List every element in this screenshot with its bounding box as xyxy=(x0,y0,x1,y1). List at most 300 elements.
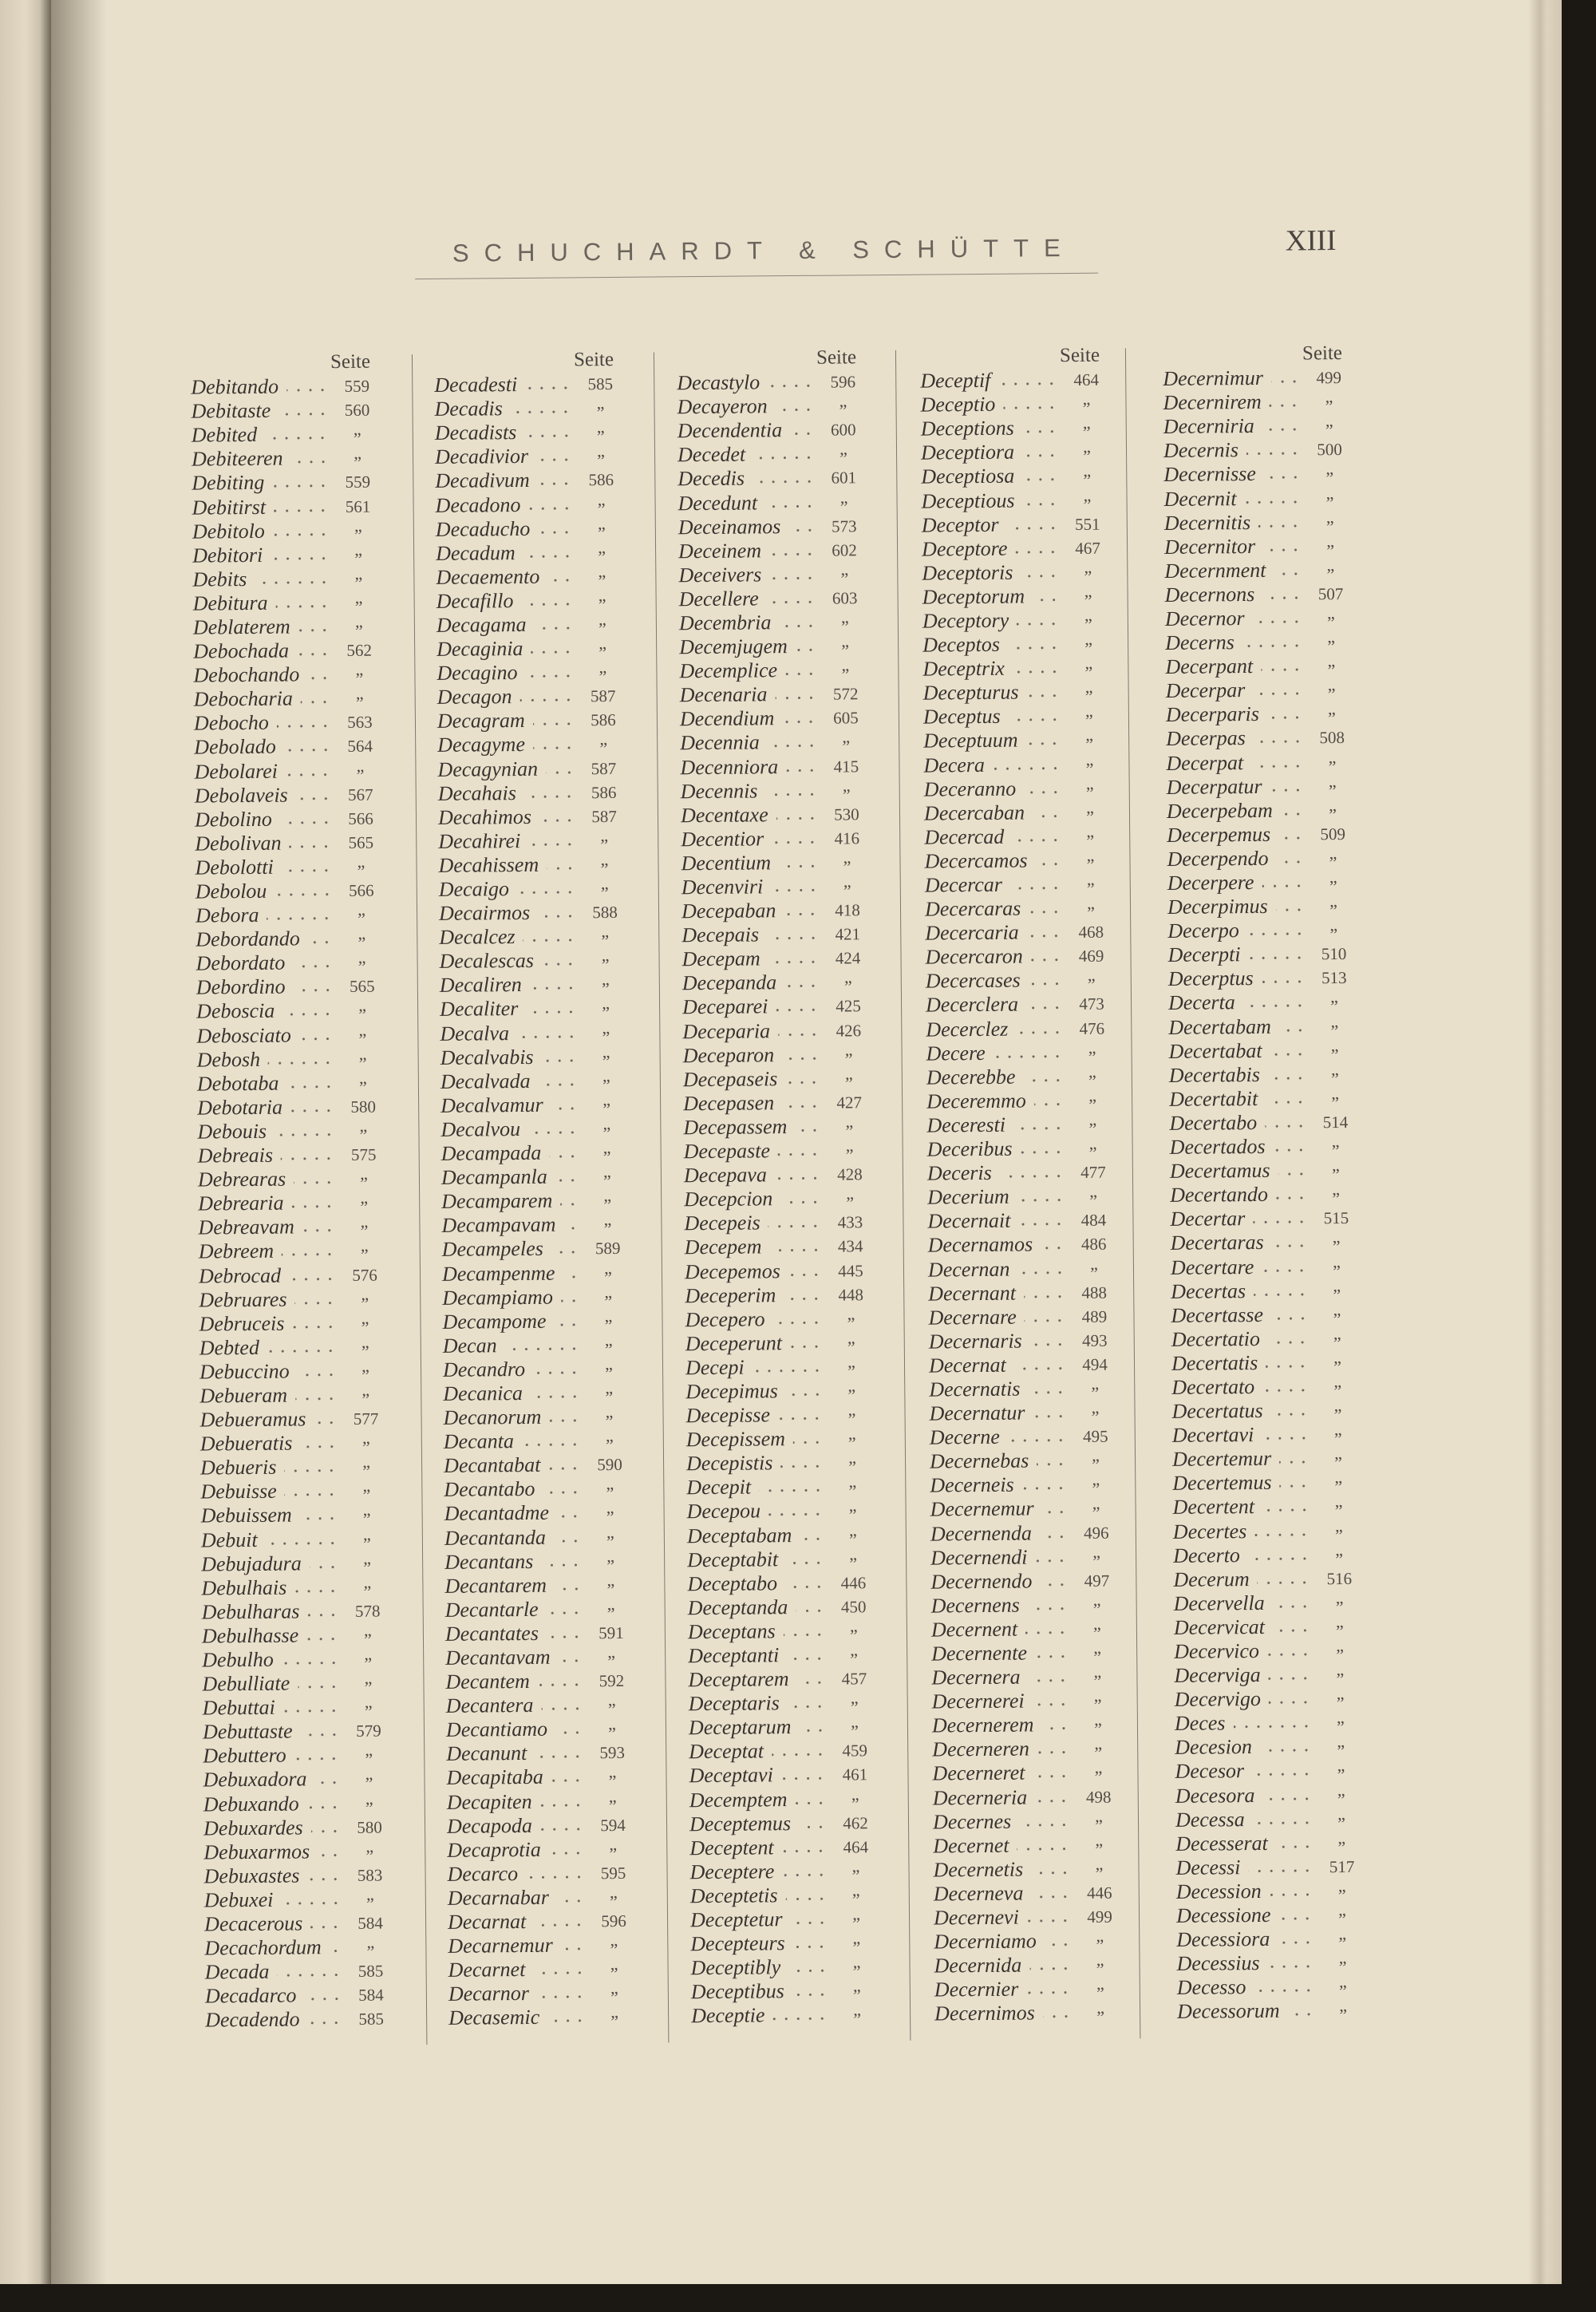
dot-leader xyxy=(1026,686,1060,698)
entry-page-ref: „ xyxy=(1336,1659,1345,1680)
entry-term: Debreavam xyxy=(198,1215,294,1239)
entry-page-ref: „ xyxy=(608,1785,617,1806)
entry-term: Decernamos xyxy=(927,1232,1033,1258)
dot-leader xyxy=(314,1774,340,1785)
entry-term: Deceptory xyxy=(922,608,1009,633)
entry-page-ref: „ xyxy=(1096,1925,1104,1946)
entry-page-ref: „ xyxy=(608,1761,617,1782)
dot-leader xyxy=(1278,1934,1314,1945)
entry-term: Decerparis xyxy=(1165,702,1260,727)
entry-term: Decervico xyxy=(1174,1638,1260,1663)
entry-term: Decernent xyxy=(930,1617,1018,1642)
entry-page-ref: 499 xyxy=(1316,368,1342,388)
entry-page-ref: „ xyxy=(598,633,607,654)
entry-term: Debouis xyxy=(197,1119,267,1144)
dot-leader xyxy=(267,1342,337,1354)
dot-leader xyxy=(1025,1623,1069,1634)
entry-list xyxy=(1163,366,1367,2024)
dot-leader xyxy=(281,1894,341,1906)
entry-page-ref: 559 xyxy=(344,376,370,396)
dot-leader xyxy=(1019,1816,1070,1828)
index-entry xyxy=(195,851,385,879)
entry-term: Decellere xyxy=(678,587,759,611)
entry-page-ref: „ xyxy=(598,657,607,678)
dot-leader xyxy=(294,1294,336,1305)
entry-term: Debitolo xyxy=(192,519,265,543)
entry-page-ref: „ xyxy=(357,851,365,871)
entry-page-ref: „ xyxy=(1082,412,1091,433)
entry-page-ref: „ xyxy=(848,1471,857,1492)
entry-term: Deceparia xyxy=(682,1018,771,1043)
entry-term: Deceptious xyxy=(921,488,1015,513)
dot-leader xyxy=(534,619,573,630)
entry-page-ref: „ xyxy=(365,1836,374,1856)
dot-leader xyxy=(788,1697,826,1709)
entry-term: Decertato xyxy=(1171,1375,1255,1399)
dot-leader xyxy=(1279,1021,1306,1032)
entry-page-ref: „ xyxy=(840,607,849,627)
entry-term: Decantiamo xyxy=(445,1717,548,1742)
entry-term: Decercamos xyxy=(924,848,1028,873)
entry-term: Decertatio xyxy=(1171,1326,1261,1351)
dot-leader xyxy=(294,1173,335,1184)
dot-leader xyxy=(505,1339,580,1351)
dot-leader xyxy=(775,1169,821,1181)
entry-term: Debuissem xyxy=(200,1504,292,1528)
dot-leader xyxy=(1262,1789,1312,1801)
entry-term: Deceinem xyxy=(678,539,762,563)
column-divider xyxy=(1125,348,1140,2038)
entry-page-ref: „ xyxy=(604,1329,613,1350)
entry-term: Decahimos xyxy=(437,804,532,829)
entry-term: Deceptemus xyxy=(689,1811,792,1836)
dot-leader xyxy=(526,1867,585,1879)
index-entry xyxy=(438,780,628,805)
dot-leader xyxy=(294,1582,338,1593)
entry-term: Decedunt xyxy=(678,490,758,515)
entry-term: Decerpar xyxy=(1165,678,1246,703)
entry-page-ref: „ xyxy=(602,1089,611,1109)
entry-page-ref: „ xyxy=(1092,1541,1101,1562)
entry-term: Deceptere xyxy=(689,1859,775,1884)
dot-leader xyxy=(795,1793,826,1804)
entry-term: Decarnor xyxy=(448,1982,530,2006)
dot-leader xyxy=(785,1577,824,1588)
entry-page-ref: „ xyxy=(610,2002,619,2022)
dot-leader xyxy=(523,547,573,559)
entry-page-ref: „ xyxy=(1335,1539,1344,1559)
dot-leader xyxy=(308,933,334,944)
dot-leader xyxy=(302,1221,336,1232)
entry-page-ref: „ xyxy=(1093,1685,1102,1705)
index-entry xyxy=(680,682,870,707)
dot-leader xyxy=(1033,807,1061,818)
dot-leader xyxy=(286,765,332,777)
entry-list xyxy=(434,372,638,2030)
index-entry xyxy=(437,756,627,781)
entry-page-ref: „ xyxy=(839,486,848,508)
dot-leader xyxy=(1008,638,1060,650)
entry-page-ref: 584 xyxy=(358,1985,384,2006)
dot-leader xyxy=(1271,1309,1309,1320)
entry-page-ref: 576 xyxy=(352,1265,377,1285)
entry-page-ref: 583 xyxy=(357,1865,383,1885)
entry-page-ref: „ xyxy=(606,1497,614,1518)
entry-page-ref: „ xyxy=(355,658,364,679)
entry-term: Decadono xyxy=(435,492,521,517)
dot-leader xyxy=(1252,612,1302,624)
entry-term: Deceptetur xyxy=(689,1907,783,1932)
entry-page-ref: „ xyxy=(1084,556,1092,577)
entry-page-ref: „ xyxy=(845,1111,854,1132)
entry-term: Deceptrix xyxy=(922,656,1005,681)
entry-term: Decerneva xyxy=(933,1881,1024,1906)
dot-leader xyxy=(561,1940,586,1951)
entry-page-ref: „ xyxy=(1330,1034,1339,1055)
index-entry xyxy=(438,873,629,902)
entry-term: Decernes xyxy=(932,1809,1012,1834)
entry-page-ref: 585 xyxy=(587,374,614,394)
entry-page-ref: „ xyxy=(597,488,606,509)
entry-term: Decepit xyxy=(686,1475,752,1500)
index-entry xyxy=(195,806,385,832)
entry-term: Decampenme xyxy=(441,1261,555,1286)
dot-leader xyxy=(1029,1959,1071,1970)
index-column-5 xyxy=(1163,342,1367,2024)
dot-leader xyxy=(538,1675,583,1686)
entry-page-ref: „ xyxy=(1082,437,1091,457)
entry-term: Decernimur xyxy=(1163,366,1264,391)
entry-term: Decagyme xyxy=(437,733,526,757)
dot-leader xyxy=(753,1362,823,1373)
dot-leader xyxy=(784,1626,825,1637)
entry-page-ref: 586 xyxy=(591,710,616,730)
entry-term: Decere xyxy=(926,1041,986,1065)
entry-term: Decernatur xyxy=(929,1401,1025,1425)
entry-page-ref: „ xyxy=(602,993,610,1014)
dot-leader xyxy=(1026,735,1061,746)
dot-leader xyxy=(557,1508,582,1519)
entry-term: Decepimus xyxy=(685,1379,778,1404)
entry-term: Decepaste xyxy=(683,1139,771,1164)
entry-term: Decernendo xyxy=(930,1569,1033,1594)
entry-page-ref: „ xyxy=(843,847,851,867)
entry-page-ref: „ xyxy=(1327,650,1336,671)
dot-leader xyxy=(1003,398,1057,410)
entry-page-ref: „ xyxy=(1331,1082,1340,1104)
entry-page-ref: „ xyxy=(1096,1974,1104,1994)
entry-page-ref: „ xyxy=(358,1067,367,1088)
index-entry xyxy=(684,1183,874,1211)
entry-term: Decaigo xyxy=(438,877,510,901)
entry-term: Debrocad xyxy=(198,1263,282,1288)
dot-leader xyxy=(293,981,333,992)
dot-leader xyxy=(782,1866,827,1877)
dot-leader xyxy=(1288,2006,1315,2017)
entry-page-ref: „ xyxy=(360,1235,369,1256)
entry-page-ref: „ xyxy=(1333,1298,1341,1319)
dot-leader xyxy=(800,1529,824,1540)
dot-leader xyxy=(769,1241,821,1253)
entry-term: Deceparon xyxy=(682,1042,775,1067)
entry-page-ref: 486 xyxy=(1080,1235,1107,1255)
index-entry xyxy=(928,1304,1118,1330)
dot-leader xyxy=(330,1942,342,1953)
entry-page-ref: „ xyxy=(606,1569,615,1590)
entry-page-ref: „ xyxy=(1326,603,1335,623)
entry-page-ref: „ xyxy=(1334,1467,1343,1488)
dot-leader xyxy=(298,1678,339,1689)
entry-page-ref: 497 xyxy=(1084,1571,1110,1591)
entry-term: Decanunt xyxy=(446,1741,527,1766)
dot-leader xyxy=(524,787,575,799)
dot-leader xyxy=(767,929,819,941)
dot-leader xyxy=(1267,1958,1314,1970)
entry-page-ref: 530 xyxy=(834,804,859,824)
index-entry xyxy=(1175,1827,1365,1856)
entry-term: Decernitor xyxy=(1163,534,1256,559)
dot-leader xyxy=(282,1006,334,1018)
dot-leader xyxy=(547,859,575,870)
dot-leader xyxy=(318,1846,341,1857)
entry-page-ref: 459 xyxy=(842,1741,868,1761)
entry-term: Decesserat xyxy=(1175,1831,1268,1856)
entry-term: Decanica xyxy=(443,1381,523,1405)
entry-page-ref: „ xyxy=(1085,749,1094,769)
entry-page-ref: 425 xyxy=(836,996,861,1017)
entry-term: Decessius xyxy=(1176,1951,1260,1976)
entry-page-ref: „ xyxy=(597,512,606,533)
dot-leader xyxy=(786,1553,824,1564)
entry-page-ref: „ xyxy=(845,1135,854,1156)
index-entry xyxy=(685,1259,875,1284)
entry-page-ref: „ xyxy=(602,1137,611,1158)
dot-leader xyxy=(1265,1116,1306,1128)
entry-page-ref: „ xyxy=(1331,1131,1340,1152)
entry-term: Decagino xyxy=(437,661,518,686)
dot-leader xyxy=(1028,1383,1066,1394)
dot-leader xyxy=(1248,1549,1310,1561)
entry-term: Decertabo xyxy=(1169,1110,1258,1135)
dot-leader xyxy=(533,739,575,750)
dot-leader xyxy=(549,1844,585,1855)
entry-page-ref: „ xyxy=(1092,1493,1100,1514)
entry-page-ref: 517 xyxy=(1329,1856,1355,1877)
dot-leader xyxy=(286,381,328,392)
index-entry xyxy=(203,1788,393,1816)
entry-term: Decessi xyxy=(1175,1856,1241,1879)
dot-leader xyxy=(1248,949,1305,961)
index-entry xyxy=(1176,1995,1367,2024)
entry-term: Decandro xyxy=(442,1357,526,1381)
entry-term: Decantarem xyxy=(444,1573,547,1598)
index-entry xyxy=(926,1132,1117,1162)
entry-term: Decernida xyxy=(934,1953,1022,1978)
entry-term: Deceptent xyxy=(689,1836,774,1859)
entry-term: Decerniria xyxy=(1163,414,1254,439)
entry-list xyxy=(677,370,881,2028)
dot-leader xyxy=(1272,1237,1308,1248)
entry-page-ref: „ xyxy=(1337,1827,1346,1848)
dot-leader xyxy=(1041,1239,1065,1251)
entry-term: Decaginia xyxy=(437,637,523,662)
entry-page-ref: „ xyxy=(1329,843,1337,864)
entry-term: Decacerous xyxy=(203,1911,303,1936)
entry-page-ref: 464 xyxy=(1073,370,1100,389)
dot-leader xyxy=(1262,1381,1309,1393)
header-rule xyxy=(415,273,1098,279)
entry-page-ref: „ xyxy=(358,995,367,1016)
entry-page-ref: „ xyxy=(606,1473,614,1494)
dot-leader xyxy=(1273,1140,1306,1152)
entry-term: Debruares xyxy=(199,1287,287,1312)
dot-leader xyxy=(772,833,818,845)
column-divider xyxy=(654,353,669,2043)
dot-leader xyxy=(785,1073,820,1085)
entry-term: Decernait xyxy=(927,1209,1011,1233)
dot-leader xyxy=(307,669,330,680)
dot-leader xyxy=(1261,661,1302,672)
entry-page-ref: 592 xyxy=(598,1671,625,1691)
dot-leader xyxy=(1013,662,1061,674)
entry-page-ref: „ xyxy=(1333,1419,1342,1440)
column-heading: Seite xyxy=(816,346,857,369)
entry-term: Decahais xyxy=(437,781,517,805)
entry-page-ref: „ xyxy=(602,1113,611,1134)
dot-leader xyxy=(775,689,816,700)
entry-term: Decerpebam xyxy=(1166,798,1273,823)
entry-term: Decernenda xyxy=(930,1521,1033,1546)
entry-page-ref: „ xyxy=(1092,1589,1101,1610)
entry-term: Deceptavi xyxy=(689,1763,774,1788)
entry-page-ref: „ xyxy=(602,1161,611,1182)
entry-term: Deceptat xyxy=(689,1739,764,1764)
entry-term: Decaemento xyxy=(436,564,540,589)
index-entry xyxy=(681,898,871,923)
entry-term: Deceptio xyxy=(920,392,996,417)
entry-term: Decantera xyxy=(445,1693,534,1718)
entry-term: Decedis xyxy=(678,466,745,491)
dot-leader xyxy=(1018,1215,1065,1227)
entry-page-ref: „ xyxy=(1084,677,1093,698)
entry-page-ref: „ xyxy=(1325,410,1333,431)
entry-term: Decernemur xyxy=(930,1496,1034,1522)
entry-page-ref: „ xyxy=(363,1547,372,1568)
dot-leader xyxy=(1262,876,1304,887)
entry-page-ref: „ xyxy=(362,1451,371,1472)
entry-page-ref: „ xyxy=(356,755,365,776)
dot-leader xyxy=(1025,1311,1066,1322)
entry-term: Decapitaba xyxy=(446,1765,543,1790)
entry-term: Decepemos xyxy=(684,1259,780,1283)
entry-term: Decarnat xyxy=(447,1910,527,1934)
entry-term: Decesor xyxy=(1175,1759,1245,1784)
index-entry xyxy=(437,657,626,686)
dot-leader xyxy=(563,1267,579,1279)
dot-leader xyxy=(1279,1477,1310,1488)
index-entry xyxy=(688,1639,878,1668)
entry-term: Decendentia xyxy=(677,418,783,443)
entry-term: Debulliate xyxy=(202,1671,290,1696)
entry-term: Deceivers xyxy=(678,563,762,587)
entry-term: Decertare xyxy=(1170,1255,1254,1279)
entry-term: Decachordum xyxy=(204,1935,322,1960)
entry-page-ref: „ xyxy=(1336,1707,1345,1728)
entry-term: Decaliter xyxy=(439,997,519,1022)
dot-leader xyxy=(769,544,816,556)
entry-page-ref: „ xyxy=(849,1615,858,1636)
entry-page-ref: 508 xyxy=(1319,728,1345,748)
dot-leader xyxy=(535,1748,583,1760)
dot-leader xyxy=(786,1385,824,1397)
entry-term: Decerptus xyxy=(1167,966,1254,991)
dot-leader xyxy=(1260,1741,1312,1753)
entry-term: Decaliren xyxy=(439,973,522,998)
dot-leader xyxy=(268,1053,334,1065)
entry-term: Debulhais xyxy=(201,1575,287,1600)
entry-term: Debochando xyxy=(193,662,300,687)
entry-term: Decamparem xyxy=(441,1188,553,1214)
entry-page-ref: „ xyxy=(1091,1373,1100,1393)
entry-term: Debuisse xyxy=(200,1480,277,1504)
entry-page-ref: 590 xyxy=(597,1455,622,1475)
dot-leader xyxy=(1040,1575,1068,1587)
dot-leader xyxy=(1270,1885,1314,1896)
entry-term: Decagram xyxy=(437,709,525,733)
dot-leader xyxy=(1037,1743,1069,1754)
dot-leader xyxy=(1266,1093,1306,1104)
entry-page-ref: „ xyxy=(603,1257,612,1278)
dot-leader xyxy=(543,1484,581,1495)
entry-term: Decafillo xyxy=(436,588,514,613)
dot-leader xyxy=(292,1318,336,1329)
dot-leader xyxy=(551,1099,579,1110)
entry-page-ref: „ xyxy=(1085,773,1094,793)
dot-leader xyxy=(538,1075,577,1086)
dot-leader xyxy=(1024,783,1061,794)
dot-leader xyxy=(294,1749,341,1761)
entry-term: Decepisse xyxy=(685,1403,771,1428)
entry-page-ref: 468 xyxy=(1078,922,1104,943)
entry-term: Decanta xyxy=(443,1429,515,1454)
entry-term: Decercases xyxy=(925,968,1021,993)
index-entry xyxy=(1164,554,1354,583)
dot-leader xyxy=(792,1986,828,1997)
dot-leader xyxy=(272,477,329,489)
index-entry xyxy=(687,1543,877,1572)
dot-leader xyxy=(265,429,329,441)
entry-term: Decertatis xyxy=(1171,1350,1258,1375)
entry-page-ref: „ xyxy=(1338,1923,1347,1944)
index-entry xyxy=(680,775,871,804)
index-entry xyxy=(444,1593,635,1622)
entry-page-ref: 416 xyxy=(834,828,860,848)
entry-page-ref: 445 xyxy=(838,1260,863,1281)
entry-page-ref: 586 xyxy=(591,782,617,802)
entry-term: Decernevi xyxy=(933,1905,1020,1930)
entry-term: Deceperunt xyxy=(685,1330,783,1356)
entry-term: Decampome xyxy=(442,1309,547,1334)
entry-page-ref: 600 xyxy=(830,420,856,440)
entry-term: Decarnet xyxy=(448,1958,526,1982)
entry-page-ref: „ xyxy=(1084,628,1093,649)
dot-leader xyxy=(772,1745,826,1757)
entry-term: Decagynian xyxy=(437,757,539,781)
index-entry xyxy=(681,922,871,947)
dot-leader xyxy=(1030,1335,1066,1346)
entry-term: Decerium xyxy=(927,1184,1009,1209)
entry-term: Deceptoris xyxy=(922,560,1013,585)
